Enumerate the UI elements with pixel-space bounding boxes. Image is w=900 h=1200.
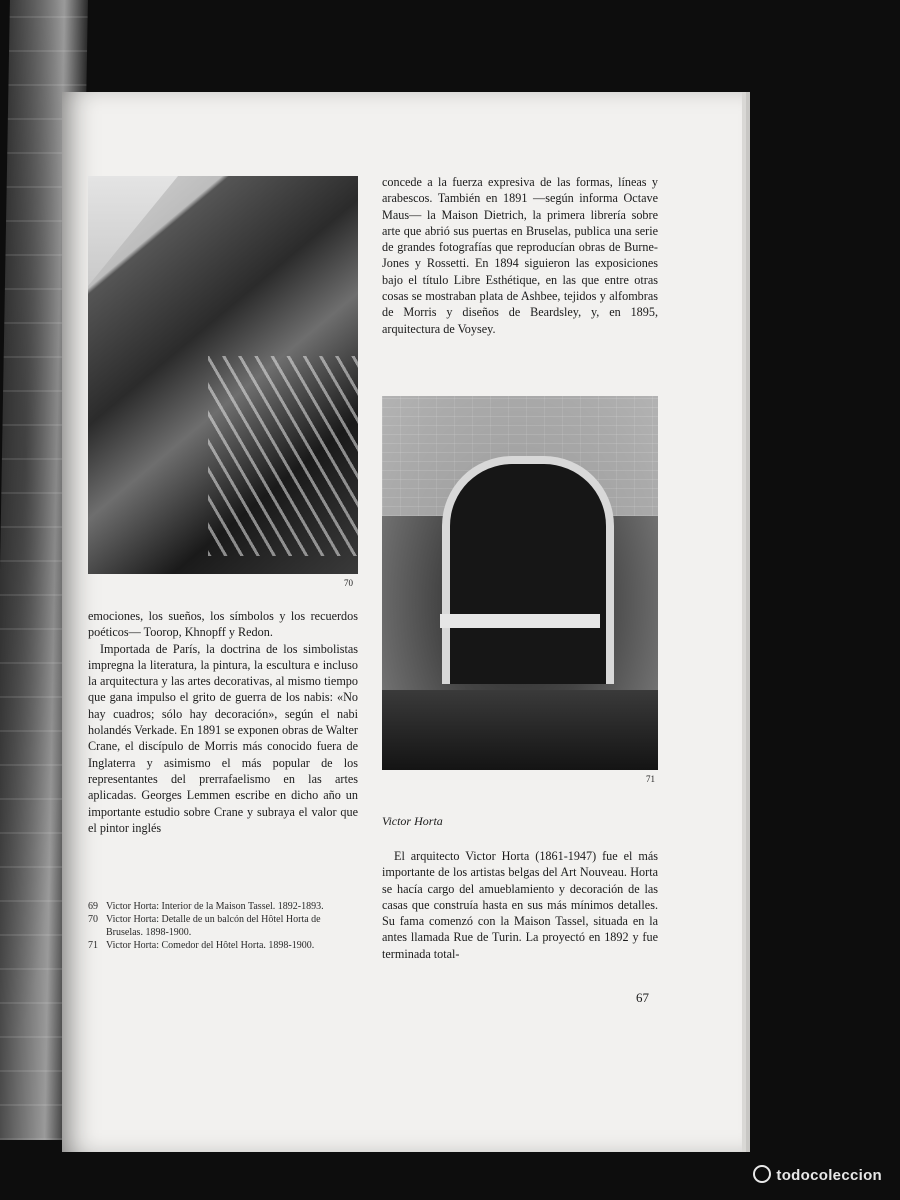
right-column-bottom-text [382, 848, 658, 962]
watermark-logo-icon [753, 1165, 771, 1183]
figure-captions [88, 900, 358, 952]
caption-number: 71 [88, 940, 98, 951]
caption-number: 70 [88, 914, 98, 925]
photo-floor [382, 690, 658, 770]
book-page [62, 92, 742, 1152]
figure-number-70: 70 [344, 578, 353, 588]
photo-dining-room [382, 396, 658, 770]
figure-number-71: 71 [646, 774, 655, 784]
watermark-text: todocoleccion [776, 1167, 882, 1184]
photo-railing [208, 356, 358, 556]
caption-number: 69 [88, 901, 98, 912]
photo-sky [88, 176, 178, 286]
page-number: 67 [636, 990, 649, 1005]
paragraph-1: emociones, los sueños, los símbolos y los recuerdos poéticos— Toorop, Khnopff y Redon. [88, 609, 358, 640]
caption-item [88, 913, 358, 939]
section-heading: Victor Horta [382, 814, 443, 828]
paragraph-2: Importada de París, la doctrina de los simbolistas impregna la literatura, la pintura, la escultura e incluso la arquitectura y las artes decorativas, al mismo tiempo que gana impulso el grito de guerra de los nabis: «No hay cuadros; sólo hay decoración», según el nabi holandés Verkade. En 1891 se exponen obras de Walter Crane, el discípulo de Morris más conocido fuera de Inglaterra y asimismo el más popular de los representantes del prerrafaelismo en las artes aplicadas. Georges Lemmen escribe en dicho año un importante estudio sobre Crane y subraya el valor que el pintor inglés [88, 641, 358, 835]
paragraph: El arquitecto Victor Horta (1861-1947) fue el más importante de los artistas belgas del Art Nouveau. Horta se hacía cargo del amueblamiento y decoración de las casas que construía hasta en sus más mínimos detalles. Su fama comenzó con la Maison Tassel, situada en la antes llamada Rue de Turin. La proyectó en 1892 y fue terminada total- [382, 849, 658, 961]
caption-text: Victor Horta: Interior de la Maison Tassel. 1892-1893. [106, 901, 324, 912]
left-column-text [88, 608, 358, 836]
photo-table [440, 614, 600, 628]
watermark [753, 1165, 882, 1184]
photo-balcony [88, 176, 358, 574]
paragraph: concede a la fuerza expresiva de las formas, líneas y arabescos. También en 1891 —según informa Octave Maus— la Maison Dietrich, la primera librería sobre arte que abrió sus puertas en Bruselas, publica una serie de grandes fotografías que reproducían obras de Burne-Jones y Rossetti. En 1894 siguieron las exposiciones bajo el título Libre Esthétique, en las que entre otras cosas se mostraban plata de Ashbee, tejidos y alfombras de Morris y diseños de Beardsley, y, en 1895, arquitectura de Voysey. [382, 175, 658, 336]
caption-text: Victor Horta: Comedor del Hôtel Horta. 1898-1900. [106, 940, 315, 951]
caption-item [88, 900, 358, 913]
caption-text: Victor Horta: Detalle de un balcón del Hôtel Horta de Bruselas. 1898-1900. [106, 914, 321, 938]
right-column-top-text [382, 174, 658, 337]
photo-arch [442, 456, 614, 684]
caption-item [88, 939, 358, 952]
